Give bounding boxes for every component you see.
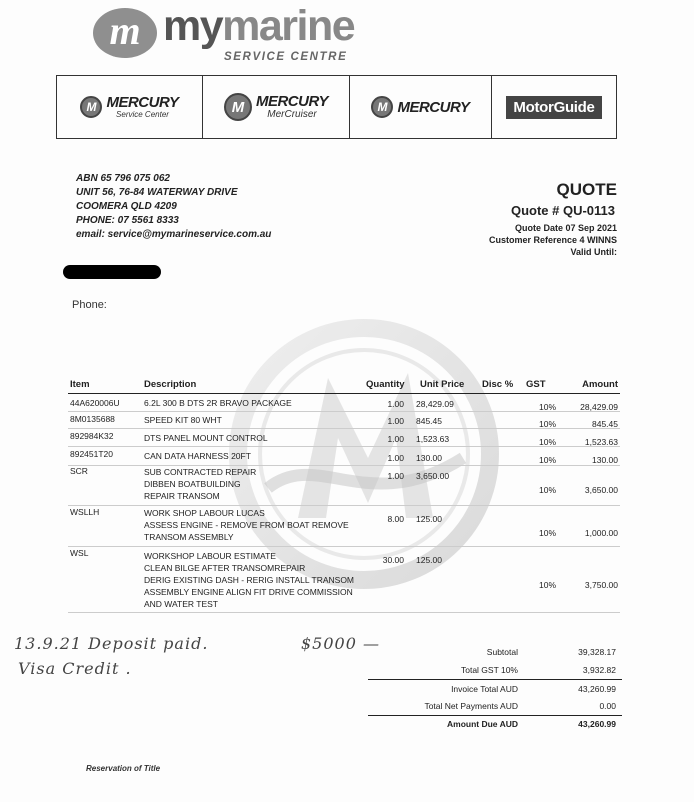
- company-phone: PHONE: 07 5561 8333: [76, 215, 179, 226]
- logo-subtitle: SERVICE CENTRE: [224, 51, 348, 63]
- table-row: SCR SUB CONTRACTED REPAIR DIBBEN BOATBUILDING REPAIR TRANSOM 1.00 3,650.00 10% 3,650.00: [68, 466, 620, 506]
- table-row: 892984K32 DTS PANEL MOUNT CONTROL 1.00 1,523.63 10% 1,523.63: [70, 431, 618, 447]
- reservation-of-title: Reservation of Title: [86, 764, 161, 773]
- mercury-mercruiser-logo: M MERCURY MerCruiser: [203, 76, 350, 138]
- redacted-customer-name: [63, 265, 161, 279]
- mercury-service-center-logo: M MERCURY Service Center: [57, 76, 203, 138]
- brand-logos-bar: [56, 75, 617, 139]
- invoice-total-row: Invoice Total AUD 43,260.99: [451, 684, 616, 694]
- table-row: 44A620006U 6.2L 300 B DTS 2R BRAVO PACKAGE 1.00 28,429.09 10% 28,429.09: [68, 395, 620, 412]
- handwritten-note: 13.9.21 Deposit paid. $5000 — Visa Credit .: [14, 634, 380, 678]
- customer-reference: Customer Reference 4 WINNS: [488, 235, 617, 245]
- mercury-emblem-icon: M: [224, 93, 252, 121]
- mercury-logo: M MERCURY: [350, 76, 492, 138]
- gst-row: Total GST 10% 3,932.82: [460, 665, 616, 675]
- mercury-emblem-icon: M: [371, 96, 393, 118]
- items-table-header: Item Description Quantity Unit Price Disc % GST Amount: [68, 372, 620, 394]
- motorguide-logo: MotorGuide: [492, 76, 616, 138]
- document-title: QUOTE: [556, 180, 617, 199]
- abn: ABN 65 796 075 062: [76, 173, 170, 184]
- subtotal-row: Subtotal 39,328.17: [486, 647, 616, 657]
- quote-date: Quote Date 07 Sep 2021: [514, 223, 617, 233]
- amount-due-row: Amount Due AUD 43,260.99: [447, 719, 616, 729]
- address-line-1: UNIT 56, 76-84 WATERWAY DRIVE: [76, 187, 238, 198]
- company-address-block: [76, 172, 271, 242]
- company-email: email: service@mymarineservice.com.au: [76, 229, 272, 240]
- valid-until: Valid Until:: [570, 247, 617, 257]
- totals-divider: [368, 679, 622, 680]
- table-row: 8M0135688 SPEED KIT 80 WHT 1.00 845.45 10% 845.45: [70, 414, 618, 429]
- table-row: WSLLH WORK SHOP LABOUR LUCAS ASSESS ENGINE - REMOVE FROM BOAT REMOVE TRANSOM ASSEMBLY 8.00 125.00 10% 1,000.00: [68, 506, 620, 547]
- totals-divider: [368, 715, 622, 716]
- quote-number: Quote # QU-0113: [510, 203, 615, 218]
- net-payments-row: Total Net Payments AUD 0.00: [424, 701, 616, 711]
- mercury-emblem-icon: M: [80, 96, 102, 118]
- table-row: WSL WORKSHOP LABOUR ESTIMATE CLEAN BILGE AFTER TRANSOMREPAIR DERIG EXISTING DASH - RERIG INSTALL TRANSOM ASSEMBLY ENGINE ALIGN FIT DRIVE COMMISSION AND WATER TEST 30.00 125.00 10% 3,750.00: [68, 547, 620, 613]
- mymarine-logo-text: mymarine: [163, 2, 355, 50]
- mymarine-logo-icon: m: [93, 8, 157, 58]
- table-row: 892451T20 CAN DATA HARNESS 20FT 1.00 130.00 10% 130.00: [70, 449, 618, 465]
- address-line-2: COOMERA QLD 4209: [76, 201, 177, 212]
- customer-phone-label: Phone:: [72, 299, 107, 311]
- quote-meta: [489, 222, 617, 258]
